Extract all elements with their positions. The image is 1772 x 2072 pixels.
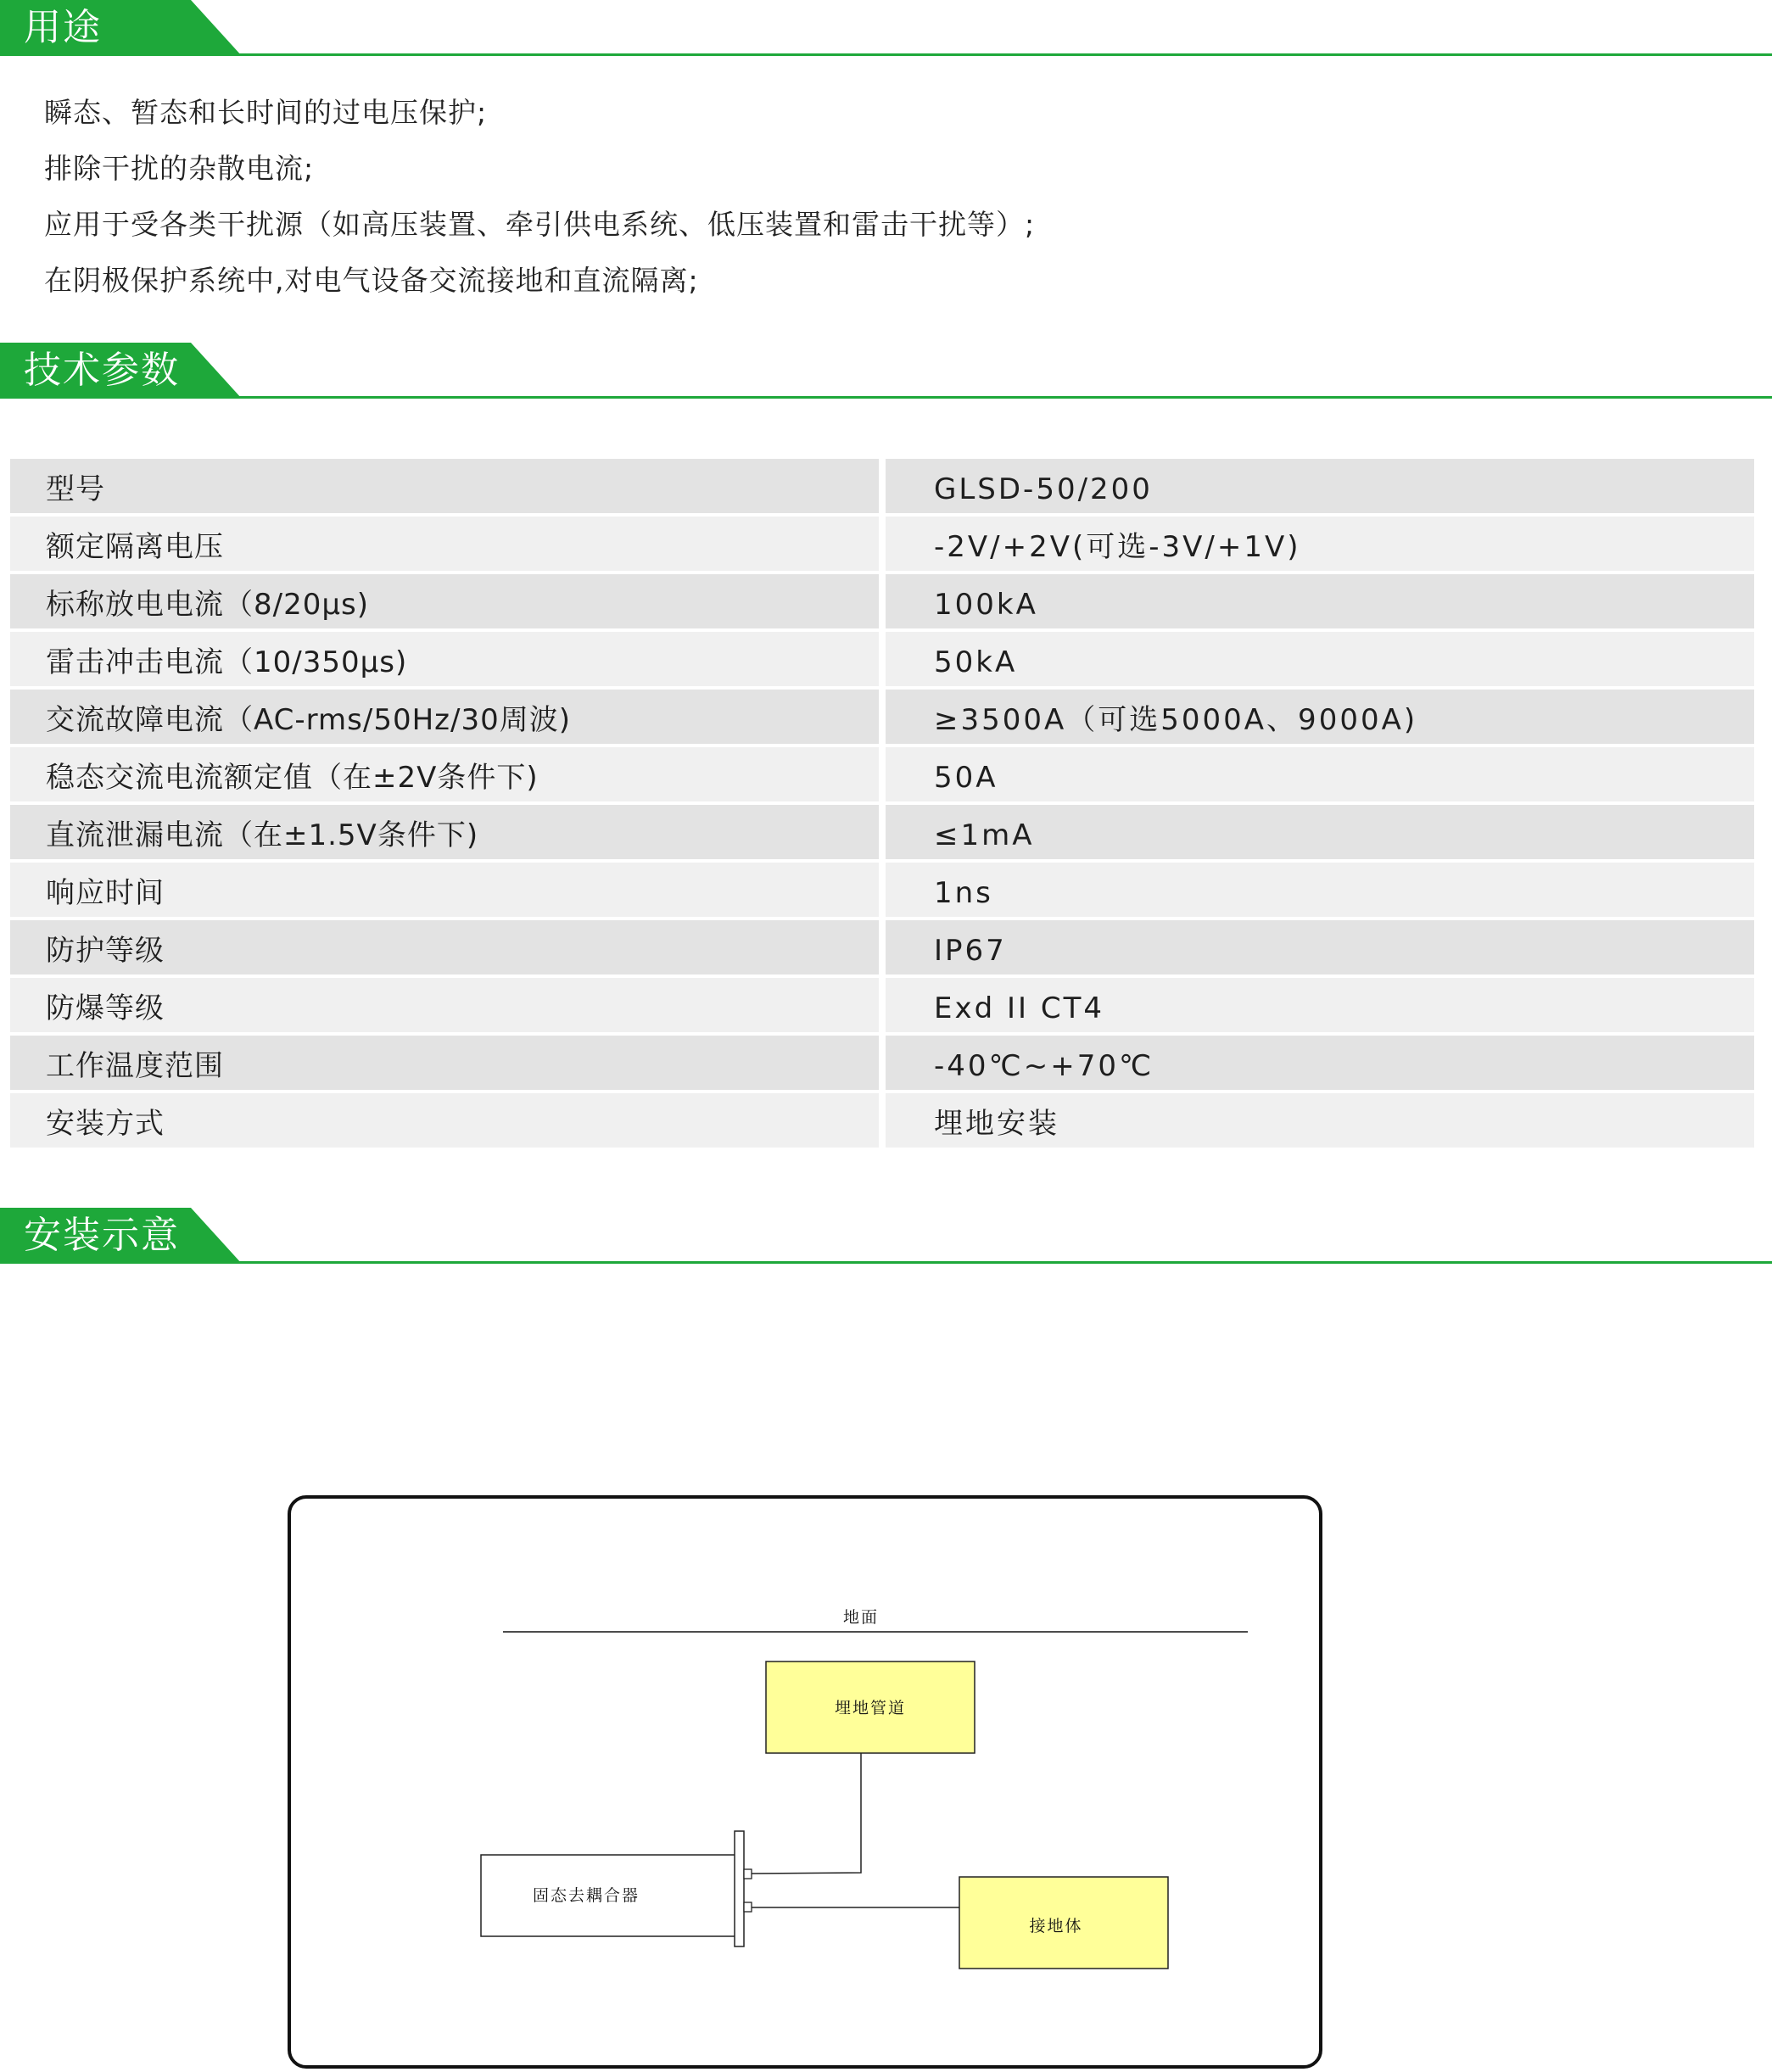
spec-value: 100kA xyxy=(886,574,1754,628)
spec-label: 额定隔离电压 xyxy=(10,517,879,571)
spec-row xyxy=(10,863,1754,920)
spec-label: 防爆等级 xyxy=(10,978,879,1032)
section-title-install: 安装示意 xyxy=(24,1214,180,1257)
spec-label: 防护等级 xyxy=(10,920,879,975)
pipe-label: 埋地管道 xyxy=(834,1699,907,1717)
spec-value: -40℃~+70℃ xyxy=(886,1036,1754,1090)
spec-row xyxy=(10,805,1754,863)
terminal-lower xyxy=(744,1902,752,1912)
section-rule xyxy=(0,1261,1772,1264)
spec-row xyxy=(10,747,1754,805)
usage-list xyxy=(44,85,1035,309)
spec-row xyxy=(10,632,1754,690)
spec-row xyxy=(10,1036,1754,1093)
section-title-params: 技术参数 xyxy=(24,349,180,392)
ground-body-label: 接地体 xyxy=(1029,1917,1083,1935)
spec-row xyxy=(10,920,1754,978)
spec-row xyxy=(10,459,1754,517)
usage-item: 瞬态、暂态和长时间的过电压保护; xyxy=(44,96,488,129)
section-rule xyxy=(0,396,1772,399)
section-header-params xyxy=(0,343,1772,399)
spec-row xyxy=(10,978,1754,1036)
spec-row xyxy=(10,517,1754,574)
spec-label: 响应时间 xyxy=(10,863,879,917)
terminal-upper xyxy=(744,1869,752,1879)
spec-label: 直流泄漏电流（在±1.5V条件下) xyxy=(10,805,879,859)
spec-value: 50A xyxy=(886,747,1754,801)
spec-label: 安装方式 xyxy=(10,1093,879,1148)
spec-value: 50kA xyxy=(886,632,1754,686)
spec-label: 标称放电电流（8/20μs) xyxy=(10,574,879,628)
section-header-install xyxy=(0,1208,1772,1264)
ground-label: 地面 xyxy=(842,1608,880,1627)
spec-label: 稳态交流电流额定值（在±2V条件下) xyxy=(10,747,879,801)
diagram-canvas xyxy=(291,1499,1319,2065)
usage-item: 排除干扰的杂散电流; xyxy=(44,152,315,185)
decoupler-label: 固态去耦合器 xyxy=(532,1886,640,1905)
section-header-usage xyxy=(0,0,1772,56)
spec-value: 1ns xyxy=(886,863,1754,917)
spec-row xyxy=(10,574,1754,632)
terminal-plate xyxy=(735,1831,744,1946)
spec-row xyxy=(10,690,1754,747)
spec-value: ≥3500A（可选5000A、9000A) xyxy=(886,690,1754,744)
spec-label: 型号 xyxy=(10,459,879,513)
usage-item: 应用于受各类干扰源（如高压装置、牵引供电系统、低压装置和雷击干扰等）; xyxy=(44,208,1036,241)
spec-value: Exd II CT4 xyxy=(886,978,1754,1032)
usage-item: 在阴极保护系统中,对电气设备交流接地和直流隔离; xyxy=(44,264,699,297)
wire-to-pipe xyxy=(752,1753,861,1874)
spec-value: 埋地安装 xyxy=(886,1093,1754,1148)
spec-label: 交流故障电流（AC-rms/50Hz/30周波) xyxy=(10,690,879,744)
spec-value: ≤1mA xyxy=(886,805,1754,859)
section-title-usage: 用途 xyxy=(24,6,102,49)
spec-value: IP67 xyxy=(886,920,1754,975)
spec-row xyxy=(10,1093,1754,1151)
spec-label: 工作温度范围 xyxy=(10,1036,879,1090)
spec-label: 雷击冲击电流（10/350μs) xyxy=(10,632,879,686)
spec-table xyxy=(10,459,1754,1151)
spec-value: -2V/+2V(可选-3V/+1V) xyxy=(886,517,1754,571)
section-rule xyxy=(0,53,1772,56)
installation-diagram xyxy=(288,1495,1322,2069)
spec-value: GLSD-50/200 xyxy=(886,459,1754,513)
